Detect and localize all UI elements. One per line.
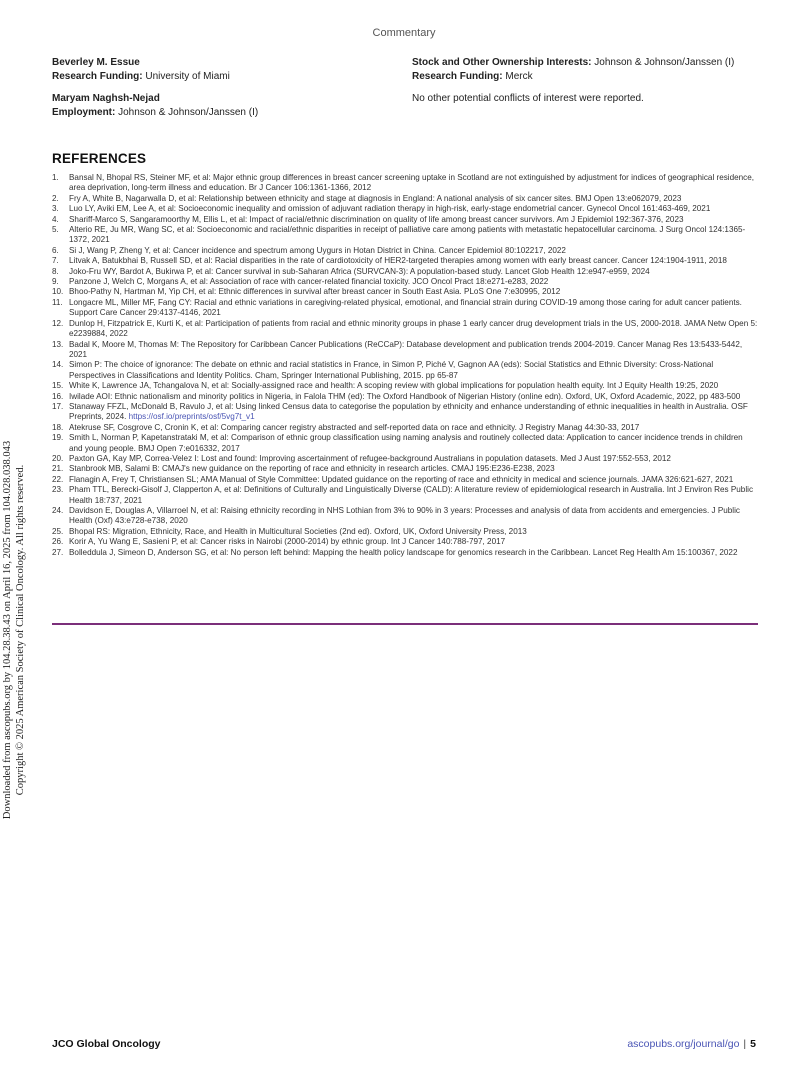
reference-text: Panzone J, Welch C, Morgans A, et al: Association of race with cancer-related financial toxicity. JCO Oncol Pract 18:e271-e283, 2022 (69, 277, 549, 287)
reference-item (52, 485, 758, 506)
disclosure-value: No other potential conflicts of interest were reported. (412, 93, 644, 104)
reference-item (52, 548, 758, 558)
reference-number: 13. (52, 339, 64, 349)
reference-item (52, 392, 758, 402)
disclosure-value: University of Miami (145, 70, 230, 82)
reference-text: Korir A, Yu Wang E, Sasieni P, et al: Cancer risks in Nairobi (2000-2014) by ethnic group. Int J Cancer 140:788-797, 2017 (69, 537, 506, 547)
reference-text: Stanaway FFZL, McDonald B, Ravulo J, et al: Using linked Census data to categorise the population by ethnicity and enhance understanding of ethnic inequalities in health in Australia. OSF Preprints, 2024. (69, 401, 748, 422)
disclosures-right-column (412, 56, 752, 115)
reference-text: Pham TTL, Berecki-Gisolf J, Clapperton A, et al: Definitions of Culturally and Linguistically Diverse (CALD): A literature review of epidemiological research in Australia. Int J Environ Res Public Health 18:737, 2021 (69, 485, 753, 505)
reference-text: Luo LY, Aviki EM, Lee A, et al: Socioeconomic inequality and omission of adjuvant radiation therapy in high-risk, early-stage endometrial cancer. Gynecol Oncol 161:463-469, 2021 (69, 204, 711, 214)
reference-number: 20. (52, 453, 64, 463)
reference-number: 19. (52, 433, 64, 443)
disclosure-label: Research Funding: (412, 70, 503, 82)
reference-item (52, 256, 758, 266)
reference-item (52, 360, 758, 381)
references-heading: REFERENCES (52, 151, 147, 166)
reference-text: Longacre ML, Miller MF, Fang CY: Racial and ethnic variations in caregiving-related physical, emotional, and financial strain during COVID-19 among those caring for adult cancer patients. Support Care Cancer 29:4137-4146, 2021 (69, 297, 742, 318)
reference-item (52, 423, 758, 433)
reference-text: Fry A, White B, Nagarwalla D, et al: Relationship between ethnicity and stage at diagnosis in England: A national analysis of six cancer sites. BMJ Open 13:e062079, 2023 (69, 193, 682, 203)
reference-number: 2. (52, 193, 59, 203)
reference-number: 9. (52, 277, 59, 287)
reference-item (52, 464, 758, 474)
reference-item (52, 340, 758, 361)
reference-text: Shariff-Marco S, Sangaramoorthy M, Ellis L, et al: Impact of racial/ethnic discrimination on quality of life among breast cancer survivors. Am J Epidemiol 192:367-376, 2023 (69, 214, 684, 224)
download-notice-line: Downloaded from ascopubs.org by 104.28.38.43 on April 16, 2025 from 104.028.038.043 (2, 440, 13, 820)
reference-text: Bolleddula J, Simeon D, Anderson SG, et al: No person left behind: Mapping the health policy landscape for genomics research in the Caribbean. Lancet Reg Health Am 15:100367, 2022 (69, 547, 738, 557)
disclosure-value: Johnson & Johnson/Janssen (I) (118, 106, 259, 118)
page-number: 5 (750, 1038, 756, 1050)
reference-item (52, 173, 758, 194)
disclosure-line (412, 56, 752, 70)
reference-number: 24. (52, 506, 64, 515)
author-name: Beverley M. Essue (52, 57, 140, 68)
reference-number: 7. (52, 256, 59, 266)
disclosures-left-column (52, 56, 392, 128)
disclosure-line (412, 70, 752, 84)
disclosure-line (52, 106, 392, 120)
reference-number: 23. (52, 485, 64, 495)
reference-text: White K, Lawrence JA, Tchangalova N, et al: Socially-assigned race and health: A scoping review with global implications for population health equity. Int J Equity Health 19:25, 2020 (69, 381, 719, 391)
disclosure-block (52, 56, 392, 83)
reference-text: Si J, Wang P, Zheng Y, et al: Cancer incidence and spectrum among Uygurs in Hotan District in China. Cancer Epidemiol 80:102217, 2022 (69, 245, 566, 255)
reference-item (52, 215, 758, 225)
running-head: Commentary (372, 27, 436, 39)
section-divider (52, 623, 758, 625)
reference-item (52, 277, 758, 287)
disclosure-label: Employment: (52, 106, 116, 118)
reference-number: 27. (52, 547, 64, 557)
disclosure-block (412, 92, 752, 106)
footer-right (627, 1038, 756, 1050)
footer-separator: | (743, 1038, 747, 1050)
reference-number: 10. (52, 287, 64, 297)
reference-link[interactable]: https://osf.io/preprints/osf/5vg7t_v1 (128, 412, 255, 422)
reference-text: Bhopal RS: Migration, Ethnicity, Race, and Health in Multicultural Societies (2nd ed). Oxford, UK, Oxford University Press, 2013 (69, 526, 527, 536)
reference-number: 6. (52, 245, 59, 255)
reference-item (52, 454, 758, 464)
reference-text: Flanagin A, Frey T, Christiansen SL; AMA Manual of Style Committee: Updated guidance on the reporting of race and ethnicity in medical and science journals. JAMA 326:621-627, 2021 (69, 474, 734, 484)
reference-number: 26. (52, 537, 64, 547)
reference-item (52, 204, 758, 214)
reference-item (52, 298, 758, 319)
reference-item (52, 246, 758, 256)
references-list (52, 173, 758, 558)
reference-item (52, 433, 758, 454)
reference-text: Bansal N, Bhopal RS, Steiner MF, et al: Major ethnic group differences in breast cancer screening uptake in Scotland are not extinguished by adjustment for indices of geographical residence, area deprivation, long-term illness and education. Br J Cancer 106:1361-1366, 2012 (69, 173, 754, 193)
footer-journal-link[interactable]: ascopubs.org/journal/go (627, 1038, 740, 1050)
reference-text: Alterio RE, Ju MR, Wang SC, et al: Socioeconomic and racial/ethnic disparities in receipt of palliative care among patients with metastatic hepatocellular carcinoma. J Surg Oncol 124:1365-1372, 2021 (69, 225, 746, 245)
reference-text: Bhoo-Pathy N, Hartman M, Yip CH, et al: Ethnic differences in survival after breast cancer in South East Asia. PLoS One 7:e30995, 2012 (69, 287, 561, 297)
reference-item (52, 319, 758, 340)
reference-text: Joko-Fru WY, Bardot A, Bukirwa P, et al: Cancer survival in sub-Saharan Africa (SURVCAN-3): A population-based study. Lancet Glob Health 12:e947-e959, 2024 (69, 266, 650, 276)
reference-text: Badal K, Moore M, Thomas M: The Repository for Caribbean Cancer Publications (ReCCaP): Database development and publication trends 2004-2019. Cancer Manag Res 13:5433-5442, 2021 (69, 339, 743, 359)
disclosure-label: Stock and Other Ownership Interests: (412, 57, 592, 68)
reference-text: Simon P: The choice of ignorance: The debate on ethnic and racial statistics in France, in Simon P, Piché V, Gagnon AA (eds): Social Statistics and Ethnic Diversity: Cross-National Perspectives in Classifications and Identity Politics. Cham, Springer International Publishing, 2015. pp 65-87 (69, 360, 714, 380)
reference-item (52, 537, 758, 547)
reference-text: Davidson E, Douglas A, Villarroel N, et al: Raising ethnicity recording in NHS Lothian from 3% to 90% in 3 years: Processes and analysis of data from accidents and emergencies. J Public Health (Oxf) 43:e728-e738, 2020 (69, 506, 740, 526)
disclosure-label: Research Funding: (52, 70, 143, 82)
reference-number: 3. (52, 204, 59, 214)
reference-text: Stanbrook MB, Salami B: CMAJ's new guidance on the reporting of race and ethnicity in research articles. CMAJ 195:E236-E238, 2023 (69, 464, 555, 474)
copyright-notice-line: Copyright © 2025 American Society of Clinical Oncology. All rights reserved. (14, 464, 26, 796)
reference-text: Litvak A, Batukbhai B, Russell SD, et al: Racial disparities in the rate of cardiotoxicity of HER2-targeted therapies among women with early breast cancer. Cancer 124:1904-1911, 2018 (69, 256, 727, 266)
disclosure-value: Merck (505, 70, 533, 82)
reference-number: 18. (52, 422, 64, 432)
reference-text: Smith L, Norman P, Kapetanstrataki M, et al: Comparison of ethnic group classification using naming analysis and routinely collected data: Application to cancer incidence trends in children and young people. BMJ Open 7:e016332, 2017 (69, 433, 743, 453)
disclosure-block (52, 92, 392, 119)
reference-number: 12. (52, 318, 64, 328)
reference-number: 11. (52, 297, 63, 307)
footer-journal-name: JCO Global Oncology (52, 1038, 161, 1050)
reference-number: 8. (52, 266, 59, 276)
reference-number: 22. (52, 474, 64, 484)
reference-text: Dunlop H, Fitzpatrick E, Kurti K, et al: Participation of patients from racial and ethnic minority groups in phase 1 early cancer drug development trials in the US, 2000-2018. JAMA Netw Open 5: e2239884, 2022 (69, 318, 758, 339)
reference-text: Atekruse SF, Cosgrove C, Cronin K, et al: Comparing cancer registry abstracted and self-reported data on race and ethnicity. J Registry Manag 44:30-33, 2017 (69, 422, 640, 432)
reference-number: 4. (52, 214, 59, 224)
reference-text: Iwilade AOI: Ethnic nationalism and minority politics in Nigeria, in Falola THM (ed): The Oxford Handbook of Nigerian History (online edn). Oxford, UK, Oxford Academic, 2022, pp 483-500 (69, 391, 741, 401)
disclosure-line (412, 92, 752, 106)
reference-number: 16. (52, 391, 64, 401)
reference-number: 15. (52, 381, 64, 391)
reference-item (52, 225, 758, 246)
reference-number: 21. (52, 464, 64, 474)
disclosure-line (52, 70, 392, 84)
reference-number: 14. (52, 360, 64, 370)
reference-item (52, 287, 758, 297)
disclosure-block (412, 56, 752, 83)
reference-item (52, 267, 758, 277)
reference-item (52, 402, 758, 423)
disclosure-value: Johnson & Johnson/Janssen (I) (594, 57, 735, 68)
author-name: Maryam Naghsh-Nejad (52, 93, 160, 104)
reference-item (52, 475, 758, 485)
reference-item (52, 527, 758, 537)
reference-item (52, 381, 758, 391)
reference-number: 5. (52, 225, 59, 235)
reference-number: 17. (52, 401, 64, 411)
reference-item (52, 194, 758, 204)
reference-number: 1. (52, 173, 59, 182)
reference-number: 25. (52, 526, 64, 536)
download-notice-text (2, 441, 27, 819)
reference-text: Paxton GA, Kay MP, Correa-Velez I: Lost and found: Improving ascertainment of refugee-background Australians in population datasets. Med J Aust 197:552-553, 2012 (69, 453, 671, 463)
reference-item (52, 506, 758, 527)
